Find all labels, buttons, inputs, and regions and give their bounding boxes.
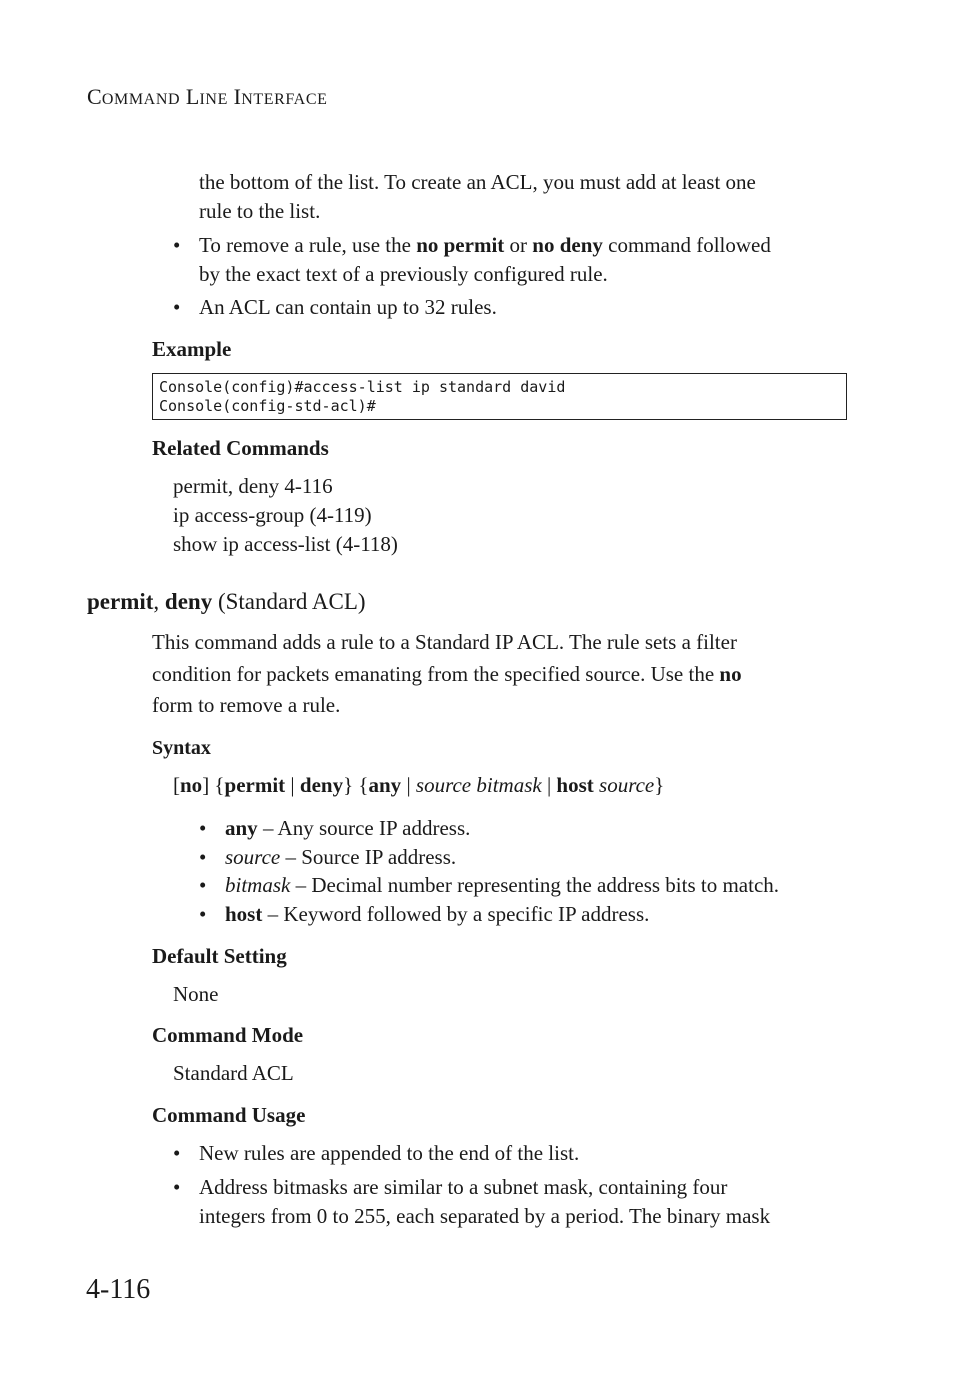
code-line: Console(config-std-acl)#	[159, 397, 376, 415]
syntax-heading: Syntax	[152, 737, 211, 759]
intro-line-2: rule to the list.	[199, 199, 321, 223]
example-heading: Example	[152, 337, 232, 361]
usage-bullet-bitmask: • Address bitmasks are similar to a subnet mask, containing four integers from 0 to 255, each separated by a period. The binary mask	[173, 1175, 771, 1228]
related-command-item: ip access-group (4-119)	[173, 503, 372, 527]
param-any: • any – Any source IP address.	[225, 814, 779, 843]
default-setting-heading: Default Setting	[152, 944, 287, 968]
intro-line-1: the bottom of the list. To create an ACL, you must add at least one	[199, 170, 756, 194]
bullet-icon: •	[199, 816, 207, 840]
related-commands-list	[173, 472, 398, 559]
related-command-item: permit, deny 4-116	[173, 474, 333, 498]
example-code-block	[152, 373, 847, 420]
intro-bullet-max-rules: • An ACL can contain up to 32 rules.	[199, 293, 497, 322]
command-title: permit, deny (Standard ACL)	[87, 589, 366, 614]
param-host: • host – Keyword followed by a specific IP address.	[225, 900, 779, 929]
bullet-icon: •	[199, 844, 207, 869]
bullet-icon: •	[173, 1141, 181, 1165]
syntax-params	[199, 814, 780, 929]
param-source: • source – Source IP address.	[225, 843, 779, 872]
running-header: COMMAND LINE INTERFACE	[87, 84, 328, 109]
related-command-item: show ip access-list (4-118)	[173, 532, 398, 556]
command-usage-heading: Command Usage	[152, 1103, 306, 1127]
usage-bullet-append: • New rules are appended to the end of the list.	[199, 1139, 579, 1168]
bullet-icon: •	[199, 902, 207, 927]
bullet-icon: •	[199, 873, 207, 898]
related-commands-heading: Related Commands	[152, 436, 329, 460]
bullet-icon: •	[173, 1175, 181, 1199]
syntax-line: [no] {permit | deny} {any | source bitmask | host source}	[173, 773, 665, 797]
page-number: 4-116	[86, 1274, 151, 1305]
bullet-icon: •	[173, 295, 181, 319]
intro-bullet-remove-rule: • To remove a rule, use the no permit or no deny command followed by the exact text of a previously configured rule.	[173, 233, 771, 286]
param-bitmask: • bitmask – Decimal number representing the address bits to match.	[225, 871, 779, 900]
default-setting-value: None	[173, 982, 219, 1006]
code-line: Console(config)#access-list ip standard david	[159, 378, 566, 396]
command-mode-heading: Command Mode	[152, 1023, 304, 1047]
intro-continuation	[199, 168, 756, 226]
command-description: This command adds a rule to a Standard IP ACL. The rule sets a filter condition for packets emanating from the specified source. Use the no form to remove a rule.	[152, 630, 742, 717]
command-mode-value: Standard ACL	[173, 1061, 294, 1085]
bullet-icon: •	[173, 233, 181, 257]
